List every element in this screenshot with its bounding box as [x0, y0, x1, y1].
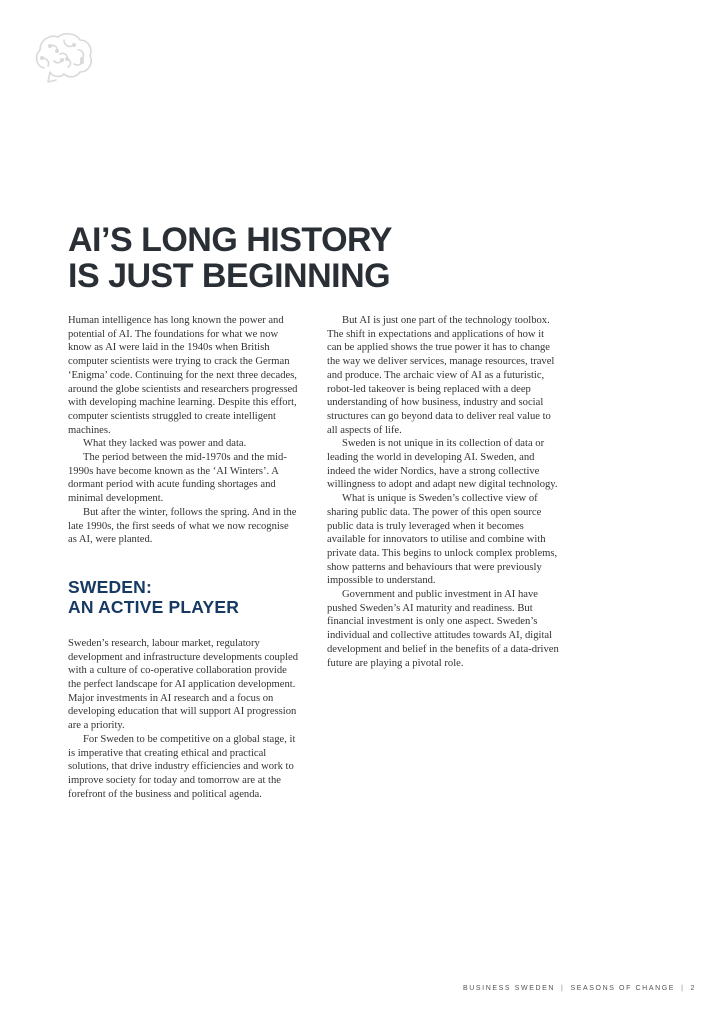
body-paragraph: For Sweden to be competitive on a global stage, it is imperative that creating ethical and practical solutions, that drive industry efficiencies and work to improve society for today and tomorrow are at the forefront of the business and political agenda. — [68, 733, 296, 800]
body-paragraph: What they lacked was power and data. — [83, 438, 247, 450]
page-footer — [463, 985, 696, 992]
left-column — [68, 314, 300, 801]
brain-icon — [30, 28, 96, 94]
body-paragraph: Sweden is not unique in its collection of data or leading the world in developing AI. Sweden, and indeed the wider Nordics, have a strong collective willingness to adopt and adapt new digital technology. — [327, 438, 558, 491]
footer-publication: SEASONS OF CHANGE — [570, 985, 676, 992]
body-paragraph: But after the winter, follows the spring. And in the late 1990s, the first seeds of what we now recognise as AI, were planted. — [68, 506, 297, 546]
page-number: 2 — [690, 985, 696, 992]
page-title-line-2: IS JUST BEGINNING — [68, 257, 391, 295]
body-paragraph: Sweden’s research, labour market, regulatory development and infrastructure developments coupled with a culture of co-operative collaboration provide the perfect landscape for AI application development. Major investments in AI research and a focus on developing education that will support AI progression are a priority. — [68, 637, 299, 732]
footer-separator: | — [681, 985, 685, 992]
section-heading — [68, 577, 300, 617]
body-paragraph: The period between the mid-1970s and the mid-1990s have become known as the ‘AI Winters’. A dormant period with acute funding shortages and minimal development. — [68, 452, 287, 505]
footer-brand: BUSINESS SWEDEN — [462, 985, 556, 992]
footer-separator: | — [561, 985, 565, 992]
page-title — [68, 222, 392, 294]
body-paragraph: Human intelligence has long known the power and potential of AI. The foundations for what we now know as AI were laid in the 1940s when British computer scientists were trying to crack the German ‘Enigma’ code. Continuing for the next three decades, around the globe scientists and researchers progressed with developing machine learning. Despite this effort, computer scientists struggled to create intelligent machines. — [68, 315, 298, 436]
section-heading-line-1: SWEDEN: — [68, 576, 153, 597]
body-paragraph: Government and public investment in AI have pushed Sweden’s AI maturity and readiness. But financial investment is only one aspect. Sweden’s individual and collective attitudes towards AI, digital development and belief in the benefits of a data-driven future are playing a pivotal role. — [327, 589, 559, 669]
page-title-line-1: AI’S LONG HISTORY — [68, 221, 392, 259]
right-column — [327, 314, 559, 670]
body-paragraph: What is unique is Sweden’s collective view of sharing public data. The power of this open source public data is truly leveraged when it becomes available for innovators to utilise and combine with private data. This begins to unlock complex problems, show patterns and behaviours that were previously impossible to understand. — [327, 493, 558, 587]
section-heading-line-2: AN ACTIVE PLAYER — [68, 596, 240, 617]
body-paragraph: But AI is just one part of the technology toolbox. The shift in expectations and applications of how it can be applied shows the true power it has to change the way we deliver services, manage resources, travel and produce. The archaic view of AI as a futuristic, robot-led takeover is being replaced with a deep understanding of how business, industry and social structures can go beyond data to deliver real value to all aspects of life. — [327, 315, 555, 436]
